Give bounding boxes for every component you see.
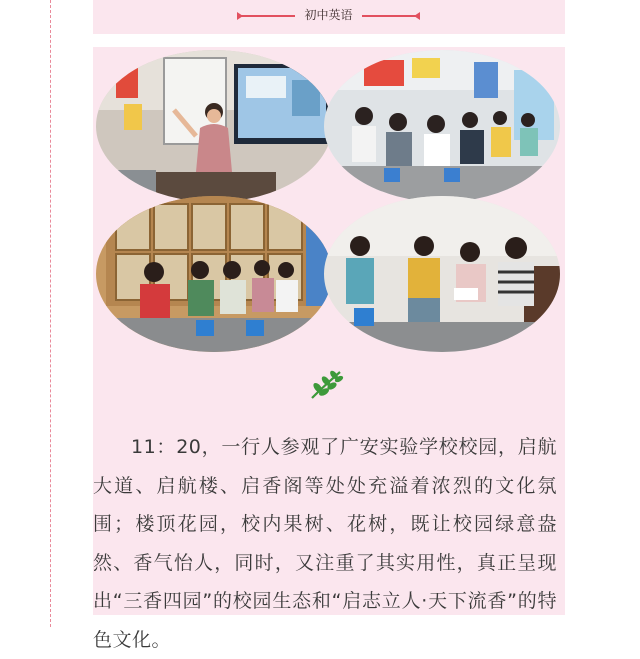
dashed-margin-line — [50, 0, 51, 627]
photo-visitors-bookshelves — [96, 196, 332, 352]
photo-visitors-classroom — [324, 50, 560, 202]
header-right-rule — [362, 15, 418, 17]
photo-teacher-presenting — [96, 50, 332, 202]
photo-visitors-taking-notes — [324, 196, 560, 352]
header-left-rule — [239, 15, 295, 17]
section-title: 初中英语 — [304, 8, 353, 22]
article-paragraph: 11：20，一行人参观了广安实验学校校园，启航大道、启航楼、启香阁等处处充溢着浓烈的文化氛围；楼顶花园，校内果树、花树，既让校园绿意盎然、香气怡人，同时，又注重了其实用性，真正呈现出“三香四园”的校园生态和“启志立人·天下流香”的特色文化。 — [93, 436, 557, 651]
leaf-sprig-icon — [306, 366, 346, 402]
